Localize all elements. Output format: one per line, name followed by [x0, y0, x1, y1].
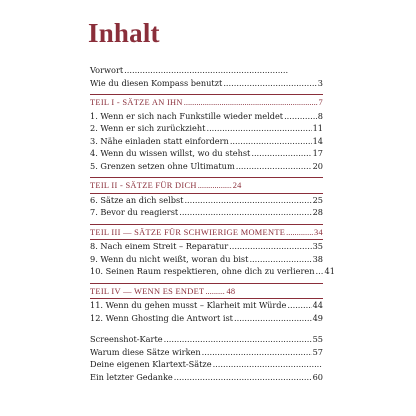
toc-entry-page: 55: [312, 334, 323, 344]
toc-entry-page: 60: [312, 371, 323, 382]
toc-entry-page: 49: [312, 312, 323, 323]
section-divider: [90, 94, 323, 95]
toc-entry[interactable]: [90, 122, 323, 135]
toc-leader: [249, 253, 311, 266]
toc-entry[interactable]: [90, 64, 323, 77]
toc-section-1: [90, 94, 323, 172]
toc-leader: [230, 135, 312, 148]
toc-entry-label: Wie du diesen Kompass benutzt: [90, 77, 223, 88]
toc-leader: [198, 180, 232, 193]
toc-entry[interactable]: [90, 135, 323, 148]
toc-entry[interactable]: [90, 240, 323, 253]
toc-leader: [286, 227, 313, 240]
toc-entry-page: 11: [312, 123, 323, 133]
toc-entry-label: 4. Wenn du wissen willst, wo du stehst: [90, 148, 251, 158]
toc-entry[interactable]: [90, 110, 323, 123]
toc-entry-label: Deine eigenen Klartext-Sätze: [90, 359, 212, 369]
toc-entry-label: 8. Nach einem Streit – Reparatur: [90, 241, 229, 251]
toc-entry[interactable]: [90, 299, 323, 312]
toc-leader: [229, 240, 311, 253]
toc-entry-label: 11. Wenn du gehen musst – Klarheit mit Würde: [90, 300, 287, 310]
toc-leader: [206, 122, 311, 135]
section-divider: [90, 224, 323, 225]
toc-entry[interactable]: [90, 371, 323, 384]
toc-entry[interactable]: [90, 265, 335, 278]
toc-leader: [251, 147, 311, 160]
toc-section-4: [90, 283, 323, 325]
toc-entry-label: 6. Sätze an dich selbst: [90, 194, 184, 205]
section-heading-page: 7: [318, 98, 323, 107]
toc-section-3: [90, 224, 335, 278]
toc-section-heading[interactable]: [90, 227, 323, 240]
toc-entry-page: 25: [312, 194, 323, 205]
toc-intro: [90, 64, 323, 89]
toc-section-heading[interactable]: [90, 97, 323, 110]
toc-entry-page: 20: [312, 160, 323, 171]
toc-leader: [174, 371, 312, 384]
toc-leader: [184, 97, 318, 110]
toc-entry[interactable]: [90, 160, 323, 173]
toc-leader: [179, 206, 311, 219]
section-heading-label: TEIL I - SÄTZE AN IHN: [90, 98, 183, 107]
toc-entry-page: 8: [317, 110, 323, 121]
toc-entry[interactable]: [90, 194, 323, 207]
toc-entry[interactable]: [90, 253, 323, 266]
toc-leader: [236, 160, 312, 173]
toc-section-heading[interactable]: [90, 286, 323, 299]
toc-leader: [234, 312, 312, 325]
toc-section-heading[interactable]: [90, 180, 323, 193]
toc-entry-label: Screenshot-Karte: [90, 334, 163, 344]
toc-entry-page: 17: [312, 148, 323, 158]
toc-entry-page: 14: [312, 135, 323, 146]
toc-entry[interactable]: [90, 147, 323, 160]
section-heading-page: 34: [314, 227, 323, 237]
toc-entry-label: Warum diese Sätze wirken: [90, 346, 201, 357]
section-heading-label: TEIL III — SÄTZE FÜR SCHWIERIGE MOMENTE: [90, 227, 286, 237]
toc-entry-label: 9. Wenn du nicht weißt, woran du bist: [90, 253, 249, 264]
toc-entry-page: 35: [312, 241, 323, 251]
toc-entry[interactable]: [90, 346, 323, 359]
section-heading-page: 48: [226, 286, 236, 296]
toc-entry-label: Ein letzter Gedanke: [90, 371, 173, 382]
toc-leader: [316, 265, 324, 278]
toc-leader: [287, 299, 311, 312]
toc-entry[interactable]: [90, 358, 323, 371]
page-title: Inhalt: [88, 18, 160, 48]
toc-entry[interactable]: [90, 77, 323, 90]
toc-entry-label: 10. Seinen Raum respektieren, ohne dich zu verlieren: [90, 266, 315, 276]
toc-entry-label: 3. Nähe einladen statt einfordern: [90, 135, 229, 146]
toc-entry-label: 7. Bevor du reagierst: [90, 207, 179, 217]
toc-entry-page: 57: [312, 346, 323, 357]
toc-entry-label: 2. Wenn er sich zurückzieht: [90, 123, 206, 133]
toc-outro: [90, 333, 323, 383]
toc-entry-label: Vorwort: [90, 65, 124, 75]
toc-leader: [202, 346, 312, 359]
section-heading-page: 24: [232, 181, 242, 190]
toc-entry-page: 38: [312, 253, 323, 264]
toc-entry[interactable]: [90, 333, 323, 346]
section-divider: [90, 283, 323, 284]
section-heading-label: TEIL IV — WENN ES ENDET: [90, 286, 205, 296]
section-heading-label: TEIL II - SÄTZE FÜR DICH: [90, 181, 197, 190]
toc-leader: [184, 194, 311, 207]
table-of-contents: [90, 64, 335, 383]
toc-entry[interactable]: [90, 206, 323, 219]
toc-entry-label: 12. Wenn Ghosting die Antwort ist: [90, 312, 233, 323]
toc-leader: [124, 64, 288, 77]
toc-entry-label: 1. Wenn er sich nach Funkstille wieder meldet: [90, 110, 284, 121]
toc-entry-label: 5. Grenzen setzen ohne Ultimatum: [90, 160, 235, 171]
toc-leader: [164, 333, 312, 346]
toc-leader: [213, 358, 322, 371]
toc-entry-page: 41: [324, 266, 335, 276]
toc-section-2: [90, 177, 323, 219]
toc-leader: [284, 110, 317, 123]
toc-entry[interactable]: [90, 312, 323, 325]
toc-entry-page: 3: [317, 77, 323, 88]
toc-leader: [205, 286, 225, 299]
toc-leader: [223, 77, 316, 90]
section-divider: [90, 177, 323, 178]
toc-entry-page: 44: [312, 300, 323, 310]
toc-entry-page: 28: [312, 207, 323, 217]
